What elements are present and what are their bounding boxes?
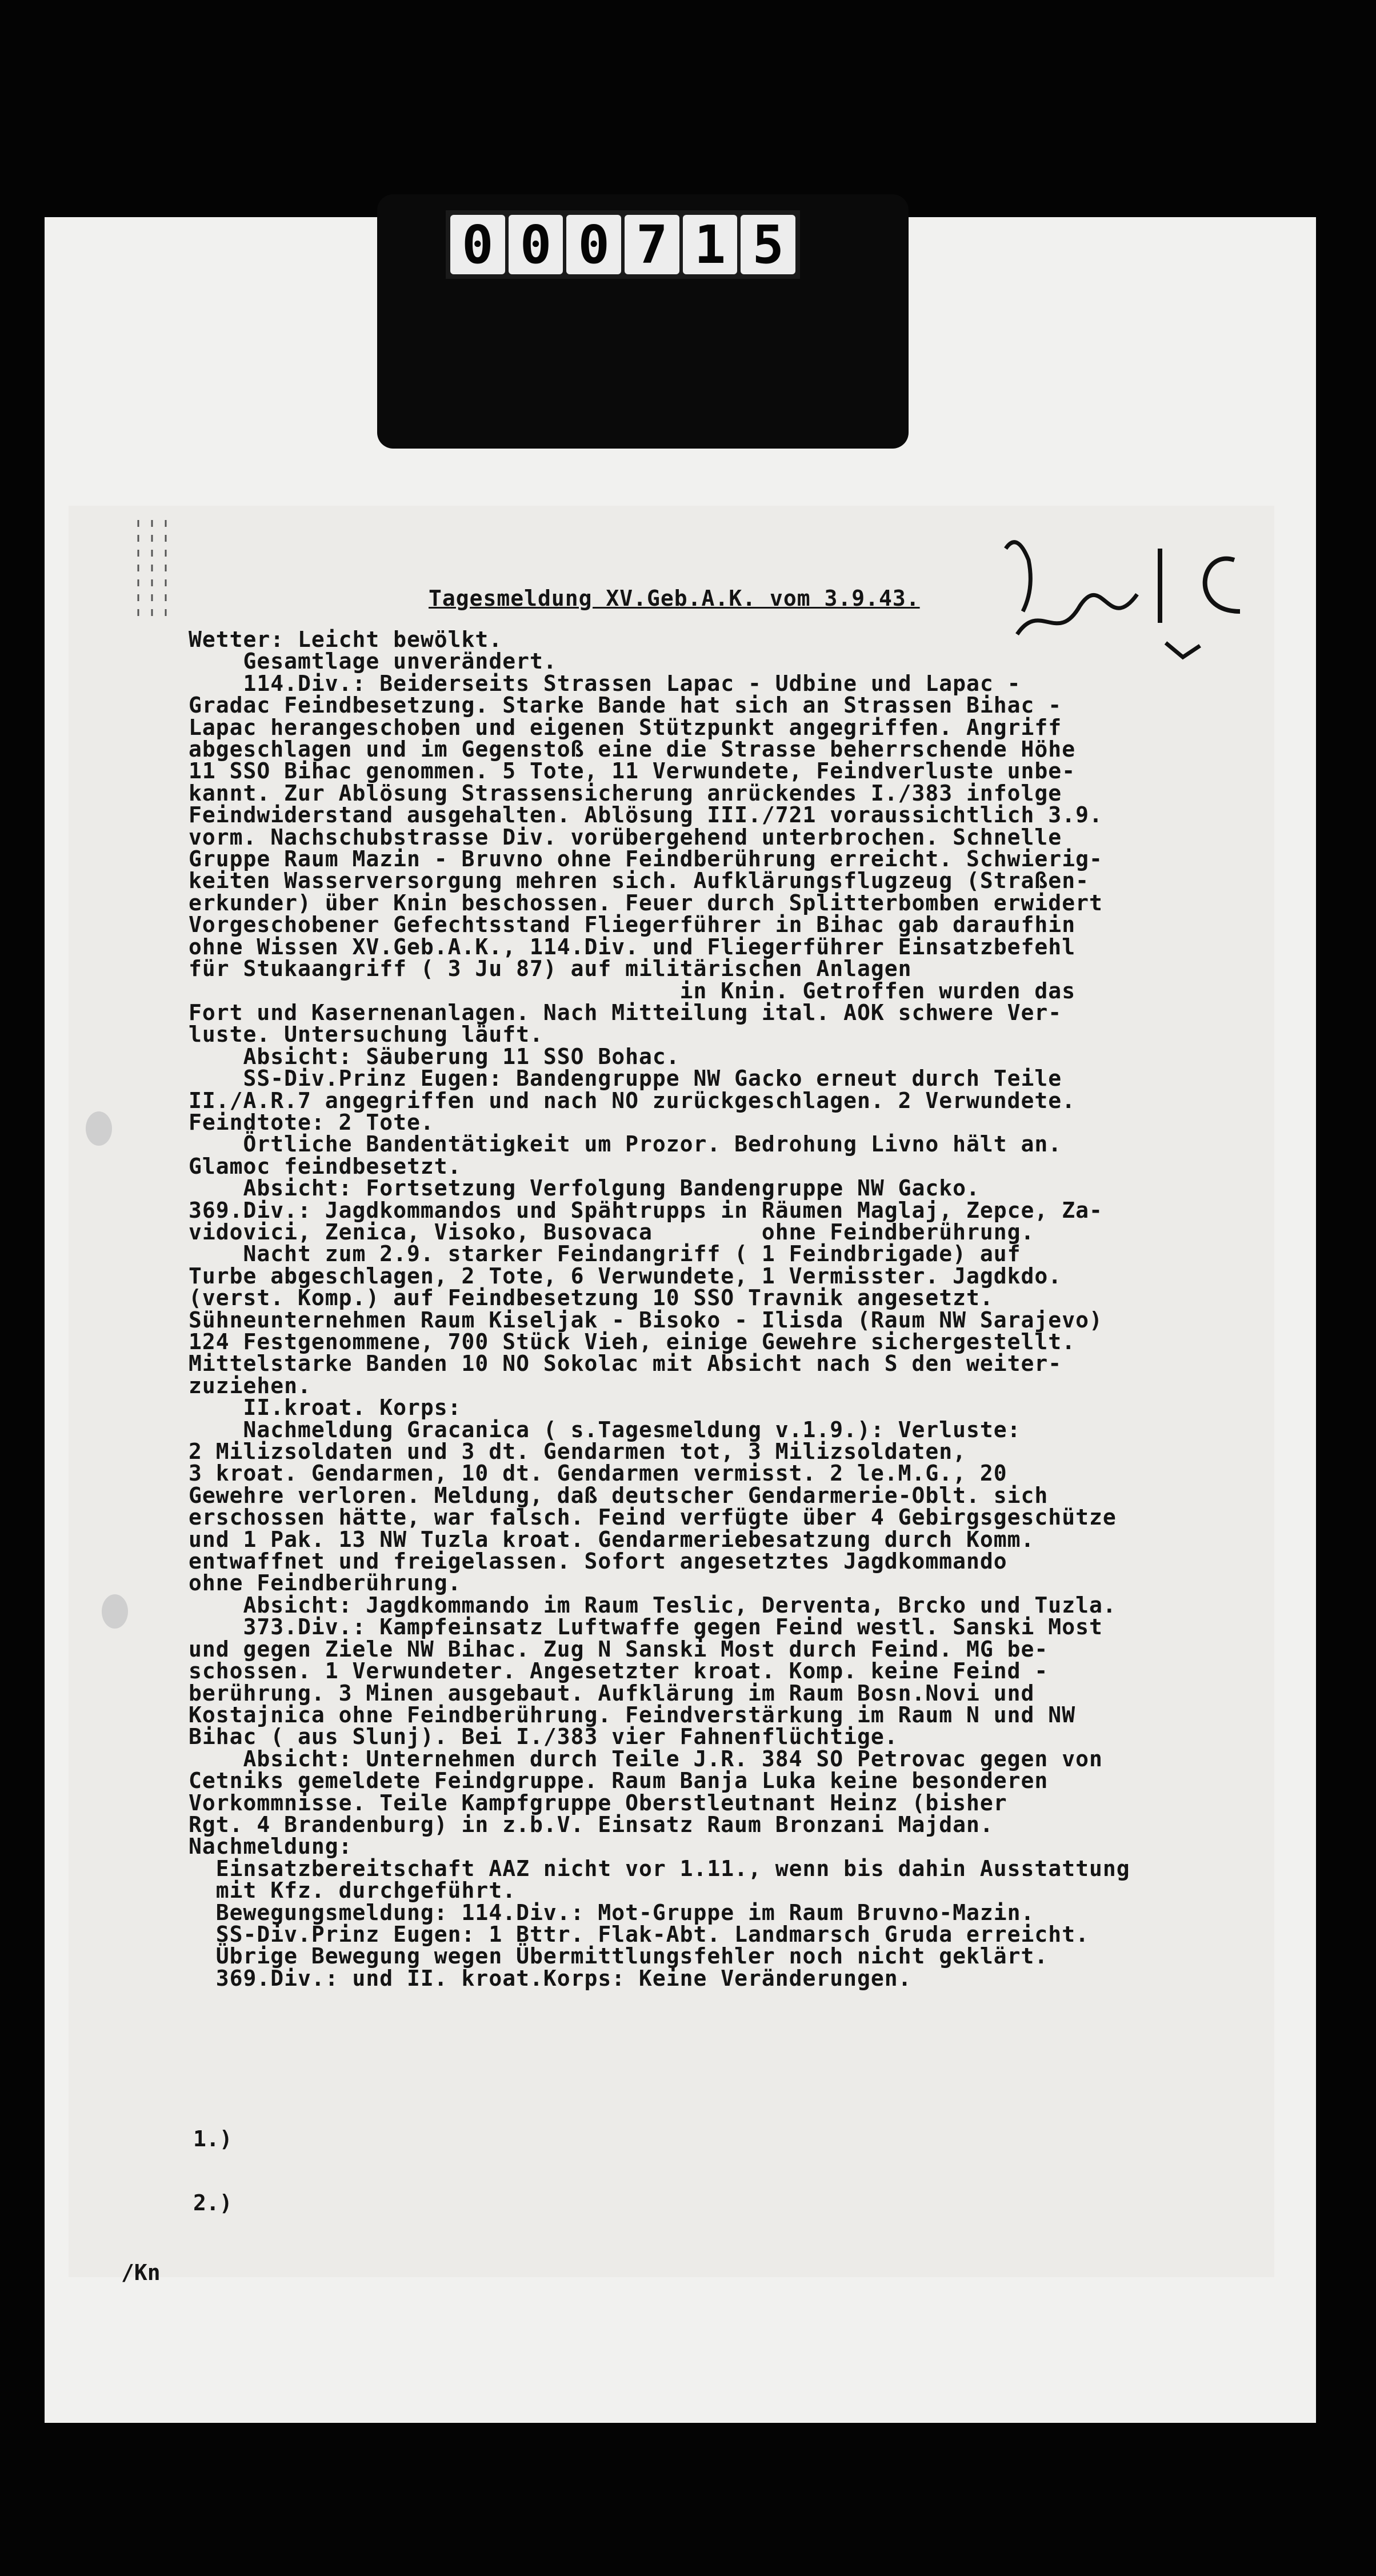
counter-digit: 7 [625,215,679,274]
counter-digit: 0 [566,215,621,274]
counter-digit: 0 [509,215,563,274]
item-numbers: 1.) 2.) [193,2126,233,2215]
punch-hole [102,1594,128,1629]
counter-digit: 0 [450,215,505,274]
document-title: Tagesmeldung XV.Geb.A.K. vom 3.9.43. [429,586,920,611]
signature-initials: /Kn [121,2260,161,2285]
counter-digit: 5 [741,215,795,274]
punch-hole [86,1111,112,1146]
margin-tick-marks [131,514,177,623]
document-body: Wetter: Leicht bewölkt. Gesamtlage unverändert. 114.Div.: Beiderseits Strassen Lapac - Udbine und Lapac - Gradac Feindbesetzung. Starke Bande hat sich an Strassen Bihac - Lapac herangeschoben und eigenen Stützpunkt angegriffen. Angriff abgeschlagen und im Gegenstoß eine die Strasse beherrschende Höhe 11 SSO Bihac genommen. 5 Tote, 11 Verwundete, Feindverluste unbe- kannt. Zur Ablösung Strassensicherung anrückendes I./383 infolge Feindwiderstand ausgehalten. Ablösung III./721 voraussichtlich 3.9. vorm. Nachschubstrasse Div. vorübergehend unterbrochen. Schnelle Gruppe Raum Mazin - Bruvno ohne Feindberührung erreicht. Schwierig- keiten Wasserversorgung mehren sich. Aufklärungsflugzeug (Straßen- erkunder) über Knin beschossen. Feuer durch Splitterbomben erwidert Vorgeschobener Gefechtsstand Fliegerführer in Bihac gab daraufhin ohne Wissen XV.Geb.A.K., 114.Div. und Fliegerführer Einsatzbefehl für Stukaangriff ( 3 Ju 87) auf militärischen Anlagen in Knin. Getroffen wurden das Fort und Kasernenanlagen. Nach Mitteilung ital. AOK schwere Ver- luste. Untersuchung läuft. Absicht: Säuberung 11 SSO Bohac. SS-Div.Prinz Eugen: Bandengruppe NW Gacko erneut durch Teile II./A.R.7 angegriffen und nach NO zurückgeschlagen. 2 Verwundete. Feindtote: 2 Tote. Örtliche Bandentätigkeit um Prozor. Bedrohung Livno hält an. Glamoc feindbesetzt. Absicht: Fortsetzung Verfolgung Bandengruppe NW Gacko. 369.Div.: Jagdkommandos und Spähtrupps in Räumen Maglaj, Zepce, Za- vidovici, Zenica, Visoko, Busovaca ohne Feindberührung. Nacht zum 2.9. starker Feindangriff ( 1 Feindbrigade) auf Turbe abgeschlagen, 2 Tote, 6 Verwundete, 1 Vermisster. Jagdkdo. (verst. Komp.) auf Feindbesetzung 10 SSO Travnik angesetzt. Sühneunternehmen Raum Kiseljak - Bisoko - Ilisda (Raum NW Sarajevo) 124 Festgenommene, 700 Stück Vieh, einige Gewehre sichergestellt. Mittelstarke Banden 10 NO Sokolac mit Absicht nach S den weiter- zuziehen. II.kroat. Korps: Nachmeldung Gracanica ( s.Tagesmeldung v.1.9.): Verluste: 2 Milizsoldaten und 3 dt. Gendarmen tot, 3 Milizsoldaten, 3 kroat. Gendarmen, 10 dt. Gendarmen vermisst. 2 le.M.G., 20 Gewehre verloren. Meldung, daß deutscher Gendarmerie-Oblt. sich erschossen hätte, war falsch. Feind verfügte über 4 Gebirgsgeschütze und 1 Pak. 13 NW Tuzla kroat. Gendarmeriebesatzung durch Komm. entwaffnet und freigelassen. Sofort angesetztes Jagdkommando ohne Feindberührung. Absicht: Jagdkommando im Raum Teslic, Derventa, Brcko und Tuzla. 373.Div.: Kampfeinsatz Luftwaffe gegen Feind westl. Sanski Most und gegen Ziele NW Bihac. Zug N Sanski Most durch Feind. MG be- schossen. 1 Verwundeter. Angesetzter kroat. Komp. keine Feind - berührung. 3 Minen ausgebaut. Aufklärung im Raum Bosn.Novi und Kostajnica ohne Feindberührung. Feindverstärkung im Raum N und NW Bihac ( aus Slunj). Bei I./383 vier Fahnenflüchtige. Absicht: Unternehmen durch Teile J.R. 384 SO Petrovac gegen von Cetniks gemeldete Feindgruppe. Raum Banja Luka keine besonderen Vorkommnisse. Teile Kampfgruppe Oberstleutnant Heinz (bisher Rgt. 4 Brandenburg) in z.b.V. Einsatz Raum Bronzani Majdan. Nachmeldung: Einsatzbereitschaft AAZ nicht vor 1.11., wenn bis dahin Ausstattung mit Kfz. durchgeführt. Bewegungsmeldung: 114.Div.: Mot-Gruppe im Raum Bruvno-Mazin. SS-Div.Prinz Eugen: 1 Bttr. Flak-Abt. Landmarsch Gruda erreicht. Übrige Bewegung wegen Übermittlungsfehler noch nicht geklärt. 369.Div.: und II. kroat.Korps: Keine Veränderungen. [189,627,1130,1991]
counter-digit: 1 [683,215,738,274]
frame-counter [446,210,800,279]
